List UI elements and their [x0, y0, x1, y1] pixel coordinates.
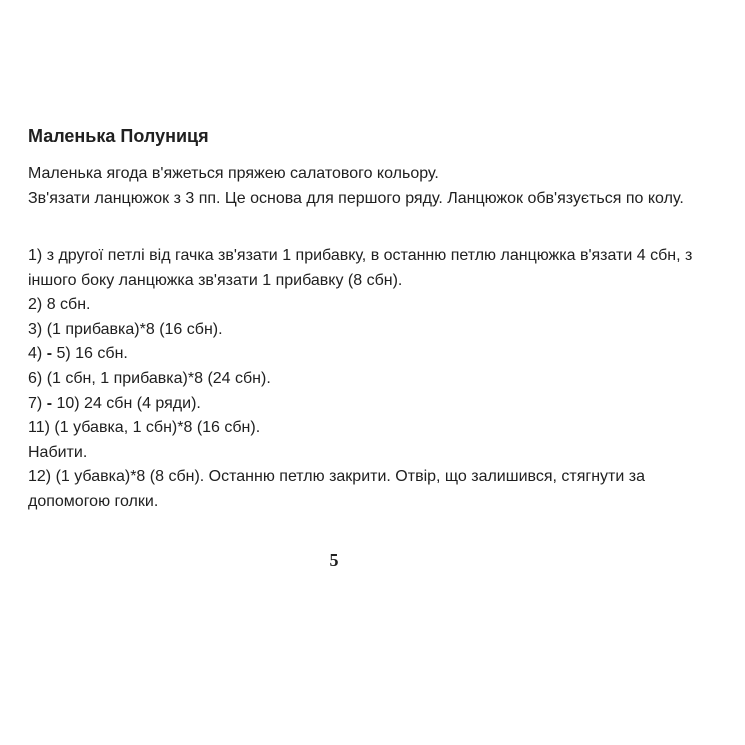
step-row-1 [28, 244, 728, 293]
row-number: 7) [28, 394, 43, 412]
row-number: 5) [56, 345, 71, 363]
row-text: з другої петлі від гачка зв'язати 1 прибавку, в останню петлю ланцюжка в'язати 4 сбн, з іншого боку ланцюжка зв'язати 1 прибавку (8 сбн). [28, 247, 693, 289]
step-row-7-10 [28, 392, 728, 417]
intro-line: Зв'язати ланцюжок з 3 пп. Це основа для першого ряду. Ланцюжок обв'язується по колу. [28, 189, 684, 207]
intro-line: Маленька ягода в'яжеться пряжею салатового кольору. [28, 165, 439, 182]
intro-paragraph [28, 162, 728, 211]
step-row-2 [28, 293, 728, 318]
step-row-11 [28, 416, 728, 441]
row-text: (1 прибавка)*8 (16 сбн). [46, 320, 223, 338]
row-text: 8 сбн. [46, 296, 91, 314]
row-number: 10) [56, 394, 80, 412]
row-number: 6) [28, 369, 43, 387]
row-text: (1 убавка, 1 сбн)*8 (16 сбн). [54, 419, 261, 437]
row-text: 24 сбн (4 ряди). [84, 394, 201, 412]
page-title: Маленька Полуниця [28, 126, 209, 146]
range-dash: - [46, 345, 53, 363]
page-number: 5 [329, 550, 339, 570]
row-number: 2) [28, 296, 43, 314]
row-number: 3) [28, 320, 43, 338]
row-text: 16 сбн. [75, 345, 128, 363]
row-number: 12) [28, 468, 52, 486]
row-number: 4) [28, 345, 43, 363]
row-text: (1 сбн, 1 прибавка)*8 (24 сбн). [46, 369, 271, 387]
step-row-6 [28, 367, 728, 392]
range-dash: - [46, 394, 53, 412]
step-note: Набити. [28, 443, 88, 461]
instruction-steps [28, 244, 728, 515]
step-row-4-5 [28, 342, 728, 367]
row-number: 11) [28, 419, 50, 437]
step-row-12 [28, 465, 728, 514]
row-number: 1) [28, 247, 43, 264]
row-text: (1 убавка)*8 (8 сбн). Останню петлю закрити. Отвір, що залишився, стягнути за допомогою голки. [28, 468, 645, 510]
step-row-3 [28, 318, 728, 343]
